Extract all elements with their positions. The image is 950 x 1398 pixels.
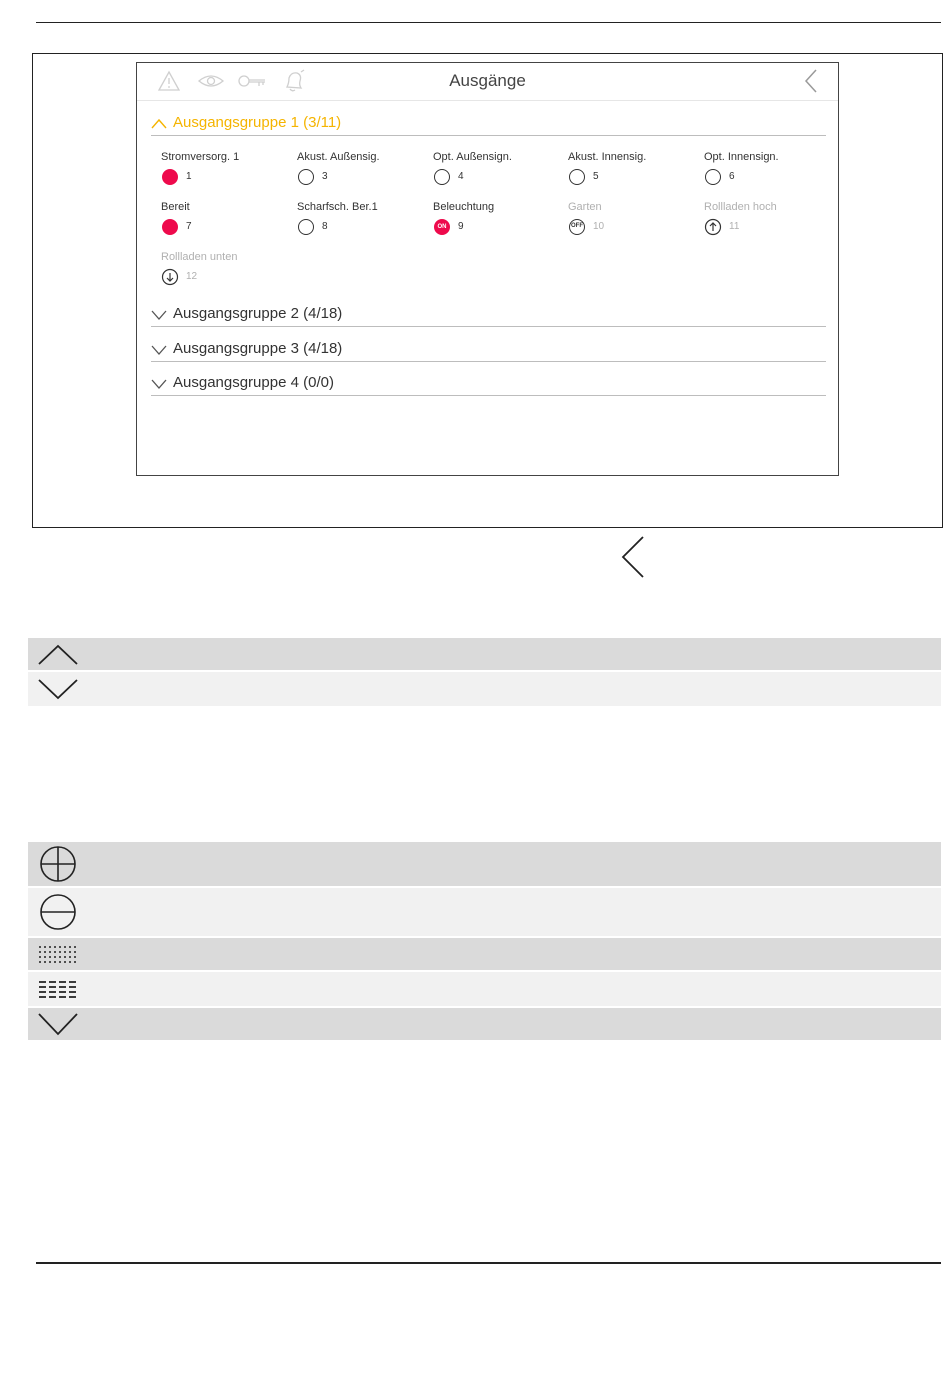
output-state-active [161,218,179,236]
group-header-2[interactable] [151,304,826,327]
output-item[interactable] [161,251,291,289]
legend-row-expand [28,638,941,670]
output-item[interactable] [568,201,698,239]
on-badge-icon: ON [433,218,451,236]
group-label: Ausgangsgruppe 2 (4/18) [173,305,343,322]
screen-header [137,63,838,101]
output-state-inactive [568,168,586,186]
group-header-1[interactable] [151,113,826,136]
group-label: Ausgangsgruppe 3 (4/18) [173,340,343,357]
output-number: 5 [593,171,599,182]
output-number: 1 [186,171,192,182]
legend-row-dot-grid [28,938,941,970]
bottom-rule [36,1262,941,1264]
device-screen [136,62,839,476]
output-name: Opt. Innensign. [704,151,779,163]
group-label: Ausgangsgruppe 4 (0/0) [173,374,334,391]
output-name: Scharfsch. Ber.1 [297,201,378,213]
zoom-out-icon [28,888,89,936]
output-name: Garten [568,201,602,213]
chevron-down-icon [151,308,167,326]
output-name: Rollladen hoch [704,201,777,213]
dot-grid-icon [28,938,89,970]
off-badge-icon: OFF [568,218,586,236]
output-number: 8 [322,221,328,232]
output-item[interactable] [161,151,291,189]
output-name: Rollladen unten [161,251,238,263]
chevron-down-icon [151,343,167,361]
legend-row-zoom-out [28,888,941,936]
output-number: 12 [186,271,198,282]
output-name: Opt. Außensign. [433,151,512,163]
group-header-3[interactable] [151,339,826,362]
output-number: 10 [593,221,605,232]
output-number: 7 [186,221,192,232]
output-item[interactable] [568,151,698,189]
output-state-active [161,168,179,186]
output-item[interactable] [433,151,563,189]
chevron-up-icon [151,117,167,135]
output-name: Beleuchtung [433,201,495,213]
output-name: Stromversorg. 1 [161,151,240,163]
screen-title: Ausgänge [449,71,526,90]
output-number: 11 [729,221,740,232]
output-name: Akust. Innensig. [568,151,647,163]
legend-row-collapse [28,672,941,706]
output-number: 3 [322,171,328,182]
output-name: Akust. Außensig. [297,151,380,163]
chevron-left-icon[interactable] [803,67,819,100]
chevron-down-icon [28,1008,89,1040]
dash-grid-icon [28,972,89,1006]
output-item[interactable] [297,201,427,239]
legend-row-dash-grid [28,972,941,1006]
output-number: 4 [458,171,464,182]
output-item[interactable] [704,151,834,189]
output-item[interactable] [433,201,563,239]
arrow-down-circle-icon [161,268,179,286]
group-label: Ausgangsgruppe 1 (3/11) [173,114,342,131]
output-item[interactable] [161,201,291,239]
arrow-up-circle-icon [704,218,722,236]
output-state-inactive [297,218,315,236]
output-state-inactive [433,168,451,186]
output-state-inactive [297,168,315,186]
output-item[interactable] [297,151,427,189]
legend-row-more [28,1008,941,1040]
chevron-down-icon [151,377,167,395]
group-header-4[interactable] [151,373,826,396]
legend-row-zoom-in [28,842,941,886]
output-number: 9 [458,221,464,232]
chevron-down-icon [28,672,89,706]
output-item[interactable] [704,201,834,239]
output-number: 6 [729,171,735,182]
top-rule [36,22,941,23]
chevron-up-icon [28,638,89,670]
zoom-in-icon [28,842,89,886]
output-state-inactive [704,168,722,186]
output-name: Bereit [161,201,190,213]
chevron-left-icon [620,535,646,584]
